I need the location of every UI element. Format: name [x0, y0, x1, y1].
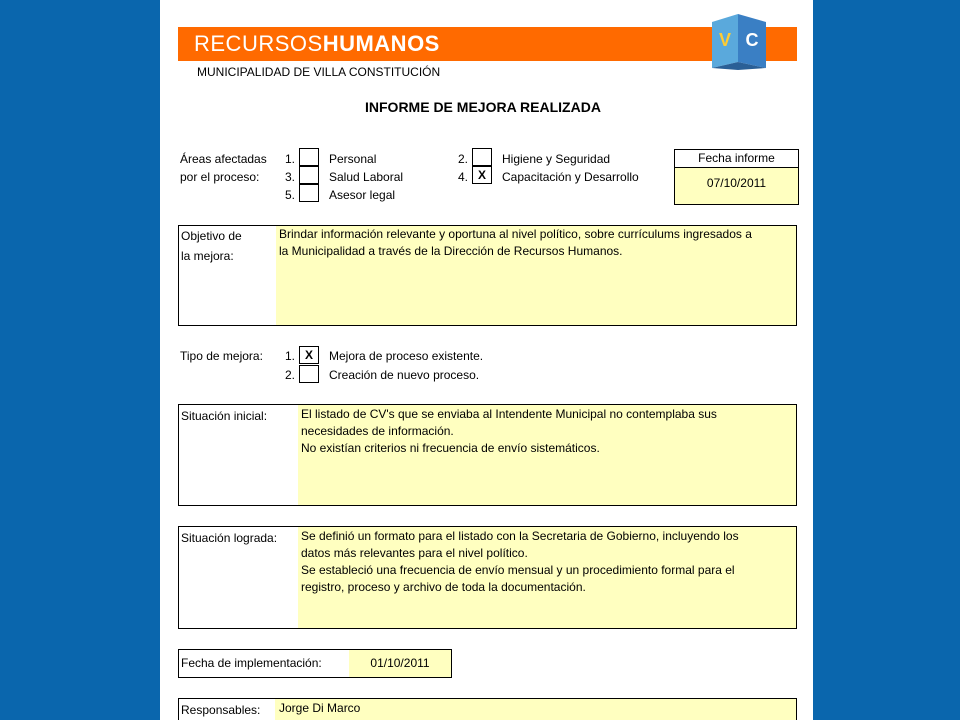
- improvement-checkbox-new[interactable]: [299, 365, 319, 383]
- improvement-option-number: 1.: [285, 349, 296, 363]
- objective-box: [178, 225, 797, 326]
- area-checkbox-personal[interactable]: [299, 148, 319, 166]
- area-option-label: Capacitación y Desarrollo: [502, 170, 639, 184]
- area-option-label: Higiene y Seguridad: [502, 152, 611, 166]
- objective-label-line1: Objetivo de: [181, 229, 242, 243]
- initial-situation-line: No existían criterios ni frecuencia de envío sistemáticos.: [301, 441, 600, 455]
- report-date-label: Fecha informe: [698, 151, 775, 165]
- area-option-label: Personal: [329, 152, 377, 166]
- header-banner: [178, 27, 797, 61]
- achieved-situation-label: Situación lograda:: [181, 531, 278, 545]
- vc-logo-graphic: [708, 12, 770, 70]
- report-page: [160, 0, 813, 720]
- brand-title: [194, 31, 440, 57]
- area-option-number: 5.: [285, 188, 296, 202]
- achieved-situation-box: [178, 526, 797, 629]
- objective-label-line2: la mejora:: [181, 249, 234, 263]
- brand-light: RECURSOS: [194, 31, 323, 56]
- improvement-option-label: Creación de nuevo proceso.: [329, 368, 480, 382]
- area-checkbox-asesor-legal[interactable]: [299, 184, 319, 202]
- area-option-number: 4.: [458, 170, 469, 184]
- achieved-situation-line: registro, proceso y archivo de toda la documentación.: [301, 580, 586, 594]
- initial-situation-box: [178, 404, 797, 506]
- logo-letter-v: V: [718, 30, 732, 50]
- area-option-number: 1.: [285, 152, 296, 166]
- municipality-subtitle: MUNICIPALIDAD DE VILLA CONSTITUCIÓN: [197, 65, 441, 79]
- brand-bold: HUMANOS: [322, 31, 440, 56]
- report-date-value[interactable]: 07/10/2011: [706, 176, 767, 190]
- initial-situation-label: Situación inicial:: [181, 409, 268, 423]
- improvement-type-label: Tipo de mejora:: [180, 349, 263, 363]
- implementation-date-label: Fecha de implementación:: [181, 656, 322, 670]
- initial-situation-line: necesidades de información.: [301, 424, 454, 438]
- responsibles-value: Jorge Di Marco: [279, 701, 361, 715]
- achieved-situation-line: datos más relevantes para el nivel político.: [301, 546, 528, 560]
- implementation-date-value: 01/10/2011: [370, 656, 430, 670]
- initial-situation-line: El listado de CV's que se enviaba al Intendente Municipal no contemplaba sus: [301, 407, 717, 421]
- improvement-option-label: Mejora de proceso existente.: [329, 349, 484, 363]
- document-title: INFORME DE MEJORA REALIZADA: [365, 99, 601, 115]
- objective-text-line: la Municipalidad a través de la Dirección de Recursos Humanos.: [279, 244, 623, 258]
- achieved-situation-line: Se estableció una frecuencia de envío mensual y un procedimiento formal para el: [301, 563, 735, 577]
- objective-text-line: Brindar información relevante y oportuna al nivel político, sobre currículums ingresados a: [279, 227, 752, 241]
- implementation-date-box: [178, 649, 452, 678]
- logo-letter-c: C: [745, 30, 759, 50]
- report-date-box: [674, 149, 799, 205]
- achieved-situation-line: Se definió un formato para el listado con la Secretaria de Gobierno, incluyendo los: [301, 529, 739, 543]
- responsibles-label: Responsables:: [181, 703, 261, 717]
- improvement-option-number: 2.: [285, 368, 296, 382]
- areas-label-line2: por el proceso:: [180, 170, 260, 184]
- area-checkbox-capacitacion[interactable]: X: [472, 166, 492, 184]
- areas-label-line1: Áreas afectadas: [180, 152, 267, 166]
- responsibles-box: [178, 698, 797, 720]
- report-date-header: [675, 150, 798, 168]
- area-checkbox-salud-laboral[interactable]: [299, 166, 319, 184]
- improvement-checkbox-existing[interactable]: X: [299, 346, 319, 364]
- vc-logo: [708, 12, 770, 70]
- area-option-number: 2.: [458, 152, 469, 166]
- area-option-label: Asesor legal: [329, 188, 396, 202]
- area-checkbox-higiene-seguridad[interactable]: [472, 148, 492, 166]
- area-option-label: Salud Laboral: [329, 170, 404, 184]
- area-option-number: 3.: [285, 170, 296, 184]
